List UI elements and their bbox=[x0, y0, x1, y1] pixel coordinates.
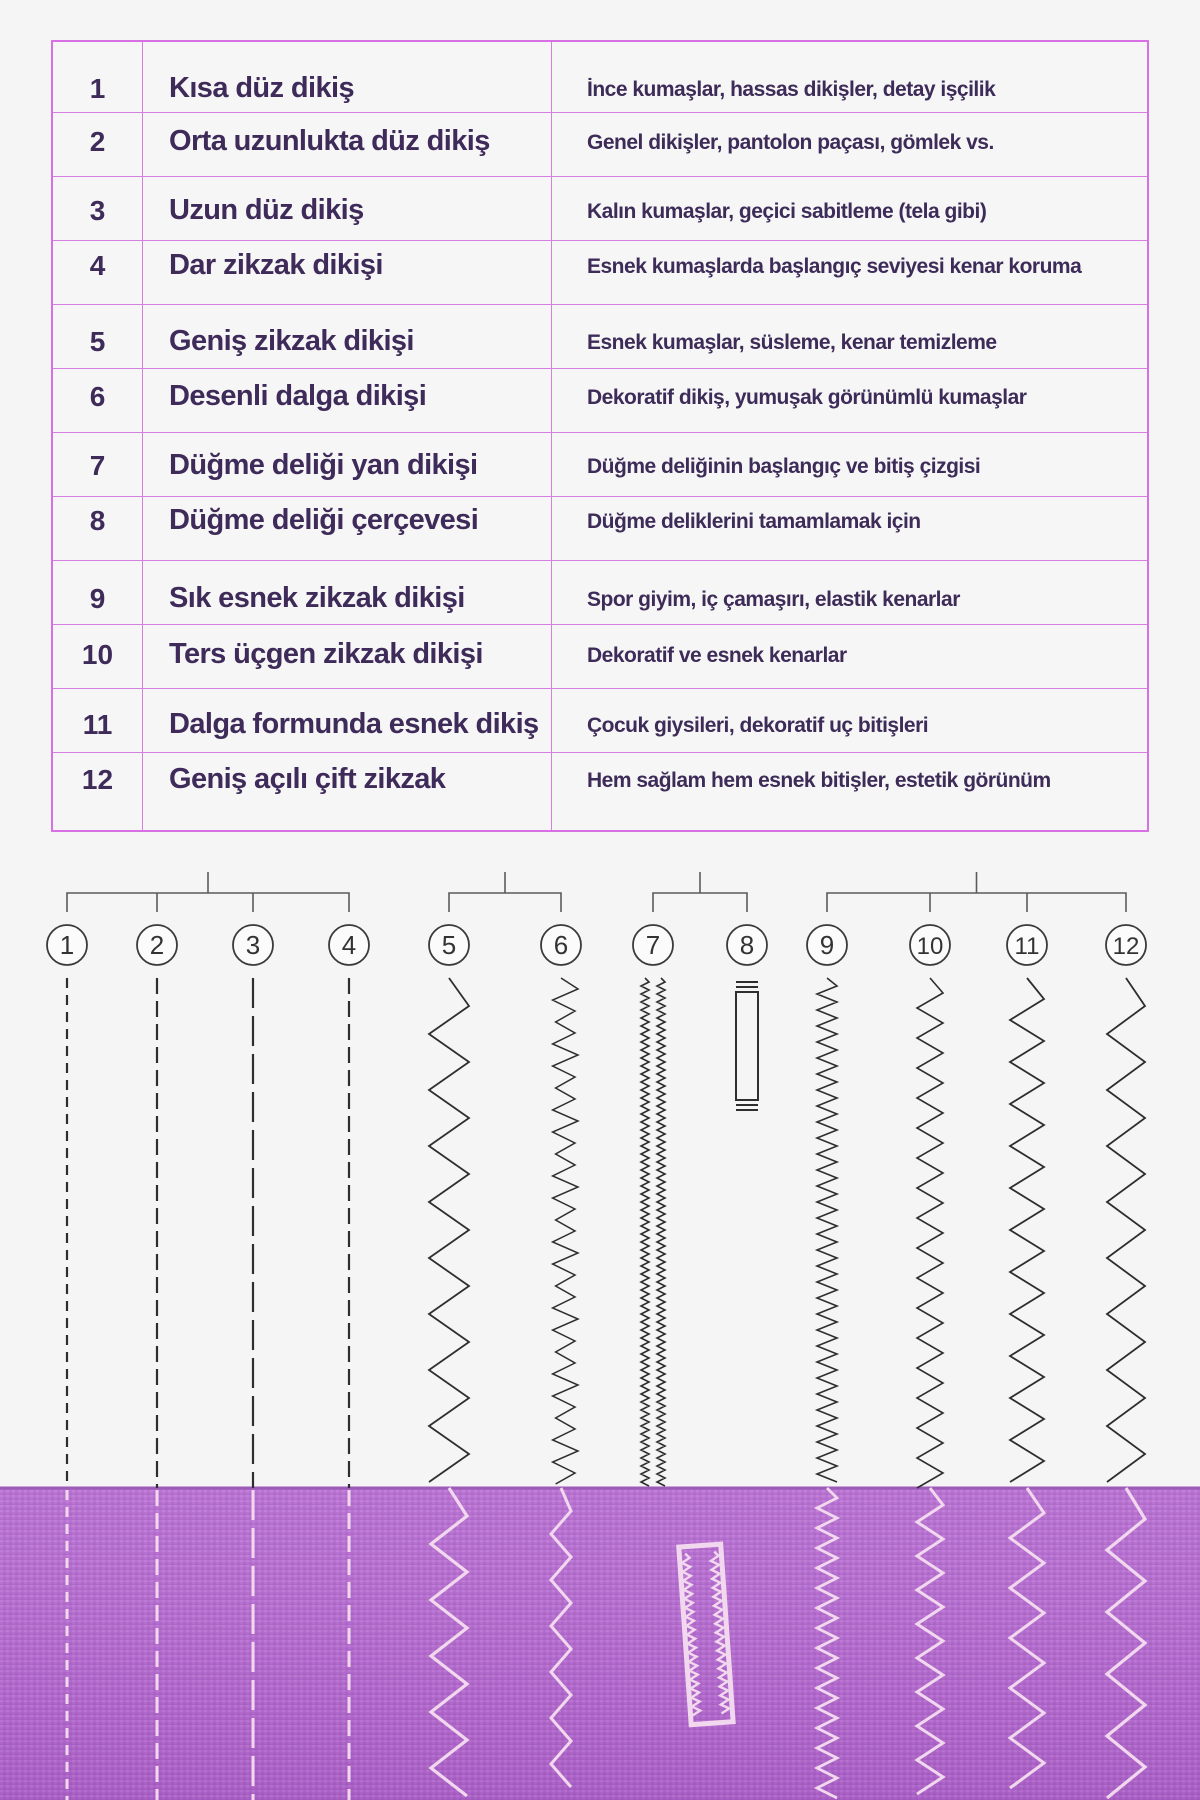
stitch-use: Dekoratif ve esnek kenarlar bbox=[587, 644, 847, 667]
stitch-use: Spor giyim, iç çamaşırı, elastik kenarlar bbox=[587, 588, 960, 611]
group-bracket bbox=[67, 872, 349, 912]
table-row-divider bbox=[53, 432, 1147, 433]
stitch-number-label: 6 bbox=[553, 930, 569, 960]
stitch-use: Düğme deliklerini tamamlamak için bbox=[587, 510, 921, 533]
table-row-divider bbox=[53, 240, 1147, 241]
stitch-use: Dekoratif dikiş, yumuşak görünümlü kumaşlar bbox=[587, 386, 1027, 409]
table-row-divider bbox=[53, 176, 1147, 177]
stitch-number-label: 8 bbox=[739, 930, 755, 960]
table-row-divider bbox=[53, 368, 1147, 369]
stitch-number-label: 1 bbox=[59, 930, 75, 960]
table-row-divider bbox=[53, 304, 1147, 305]
stitch-name: Desenli dalga dikişi bbox=[169, 380, 427, 412]
stitch-use: Çocuk giysileri, dekoratif uç bitişleri bbox=[587, 714, 929, 737]
stitch-number: 3 bbox=[89, 195, 106, 226]
group-bracket bbox=[827, 872, 1126, 912]
stitch-line bbox=[553, 978, 578, 1484]
stitch-number-label: 2 bbox=[149, 930, 165, 960]
stitch-name: Dar zikzak dikişi bbox=[169, 249, 383, 281]
stitch-number: 10 bbox=[81, 639, 114, 670]
stitch-line bbox=[1107, 978, 1145, 1482]
stitch-name: Geniş açılı çift zikzak bbox=[169, 763, 446, 795]
stitch-use: Kalın kumaşlar, geçici sabitleme (tela gibi) bbox=[587, 200, 987, 223]
stitch-line bbox=[657, 978, 665, 1486]
table-row-divider bbox=[53, 560, 1147, 561]
stitch-use: Esnek kumaşlar, süsleme, kenar temizleme bbox=[587, 331, 997, 354]
stitch-use: Düğme deliğinin başlangıç ve bitiş çizgisi bbox=[587, 455, 981, 478]
stitch-number-label: 4 bbox=[341, 930, 357, 960]
table-column-divider bbox=[551, 42, 552, 830]
stitch-name: Geniş zikzak dikişi bbox=[169, 325, 414, 357]
stitch-line bbox=[641, 978, 649, 1486]
stitch-number-label: 10 bbox=[916, 933, 944, 960]
stitch-number-label: 11 bbox=[1014, 933, 1040, 960]
stitch-name: Sık esnek zikzak dikişi bbox=[169, 582, 465, 614]
stitch-name: Orta uzunlukta düz dikiş bbox=[169, 125, 490, 157]
stitch-number: 9 bbox=[89, 583, 106, 614]
group-bracket bbox=[653, 872, 747, 912]
stitch-line bbox=[917, 978, 943, 1488]
stitch-name: Kısa düz dikiş bbox=[169, 72, 354, 104]
table-row-divider bbox=[53, 624, 1147, 625]
stitch-number: 12 bbox=[81, 764, 114, 795]
stitch-number-label: 5 bbox=[441, 930, 457, 960]
stitch-use: İnce kumaşlar, hassas dikişler, detay işçilik bbox=[587, 78, 996, 101]
table-column-divider bbox=[142, 42, 143, 830]
stitch-number: 8 bbox=[89, 505, 106, 536]
stitch-line bbox=[1010, 978, 1044, 1482]
stitch-use: Genel dikişler, pantolon paçası, gömlek vs. bbox=[587, 131, 994, 154]
stitch-name: Ters üçgen zikzak dikişi bbox=[169, 638, 483, 670]
stitch-number: 5 bbox=[89, 326, 106, 357]
stitch-diagram bbox=[0, 860, 1200, 1800]
group-bracket bbox=[449, 872, 561, 912]
stitch-number-label: 7 bbox=[645, 930, 661, 960]
stitch-use: Esnek kumaşlarda başlangıç seviyesi kenar koruma bbox=[587, 255, 1082, 278]
stitch-number: 6 bbox=[89, 381, 106, 412]
stitch-number: 7 bbox=[89, 450, 106, 481]
stitch-number: 11 bbox=[82, 709, 113, 740]
stitch-line bbox=[817, 978, 837, 1482]
stitch-number: 1 bbox=[89, 73, 106, 104]
stitch-number: 2 bbox=[89, 126, 106, 157]
stitch-number-label: 12 bbox=[1112, 933, 1140, 960]
stitch-name: Düğme deliği yan dikişi bbox=[169, 449, 478, 481]
buttonhole-frame-outline bbox=[736, 992, 758, 1100]
stitch-number-label: 3 bbox=[245, 930, 261, 960]
stitch-name: Dalga formunda esnek dikiş bbox=[169, 708, 539, 740]
stitch-line bbox=[429, 978, 469, 1482]
stitch-name: Uzun düz dikiş bbox=[169, 194, 364, 226]
table-row-divider bbox=[53, 496, 1147, 497]
table-row-divider bbox=[53, 688, 1147, 689]
table-row-divider bbox=[53, 752, 1147, 753]
stitch-use: Hem sağlam hem esnek bitişler, estetik görünüm bbox=[587, 769, 1051, 792]
stitch-name: Düğme deliği çerçevesi bbox=[169, 504, 479, 536]
stitch-table bbox=[51, 40, 1149, 832]
table-row-divider bbox=[53, 112, 1147, 113]
stitch-number-label: 9 bbox=[819, 930, 835, 960]
stitch-number: 4 bbox=[89, 250, 106, 281]
